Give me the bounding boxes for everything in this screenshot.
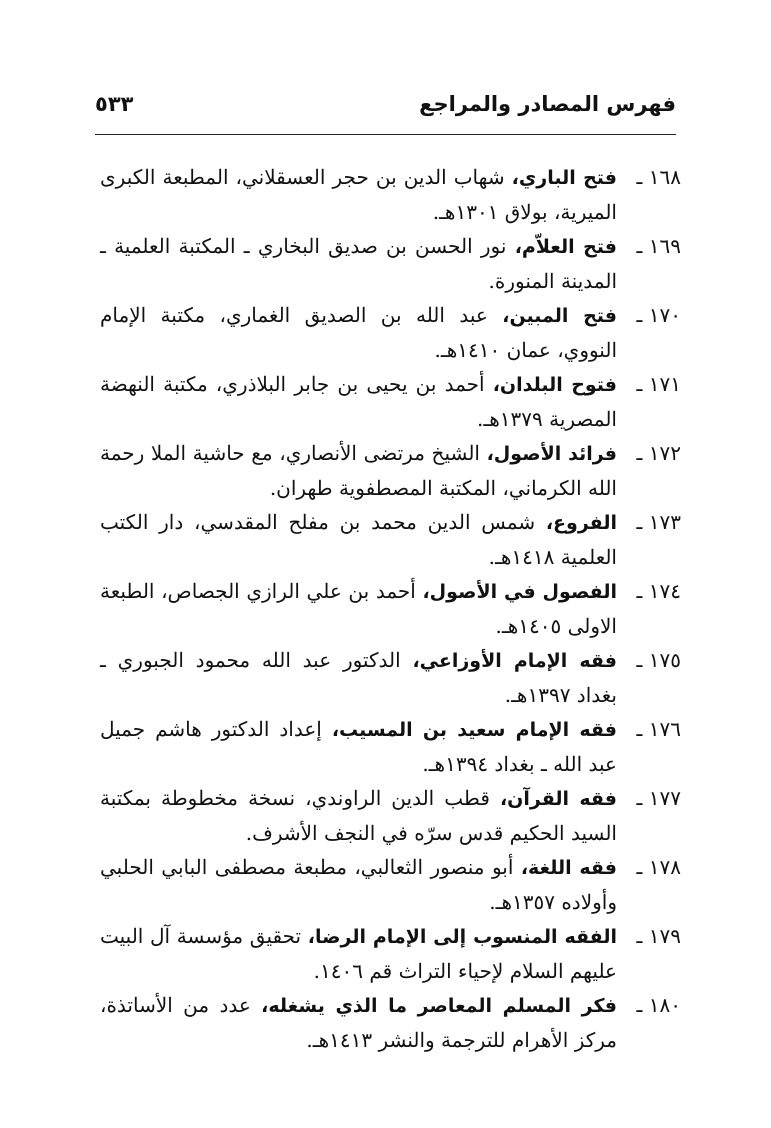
entry-body [100, 643, 617, 712]
bibliography-entry [100, 988, 681, 1057]
entry-text: شهاب الدين بن حجر العسقلاني، المطبعة الكبرى الميرية، بولاق ١٣٠١هـ. [100, 165, 617, 224]
bibliography-entry [100, 229, 681, 298]
entry-text: عدد من الأساتذة، مركز الأهرام للترجمة والنشر ١٤١٣هـ. [100, 993, 617, 1052]
entry-text: شمس الدين محمد بن مفلح المقدسي، دار الكتب العلمية ١٤١٨هـ. [100, 510, 617, 569]
bibliography-entry [100, 436, 681, 505]
entry-title: فكر المسلم المعاصر ما الذي يشغله، [261, 995, 617, 1017]
bibliography-entry [100, 850, 681, 919]
entry-title: الفقه المنسوب إلى الإمام الرضا، [307, 926, 617, 948]
entry-title: فرائد الأصول، [486, 443, 617, 465]
entry-body [100, 298, 617, 367]
entry-number: ١٦٨ ـ [636, 165, 681, 189]
entry-title: الفصول في الأصول، [422, 581, 617, 603]
bibliography-entry [100, 298, 681, 367]
entry-text: عبد الله بن الصديق الغماري، مكتبة الإمام النووي، عمان ١٤١٠هـ. [100, 303, 617, 362]
entry-number: ١٧٢ ـ [636, 441, 681, 465]
entry-number: ١٧٣ ـ [636, 510, 681, 534]
bibliography-entry [100, 781, 681, 850]
entry-number: ١٨٠ ـ [636, 993, 681, 1017]
entry-body [100, 712, 617, 781]
entry-number: ١٧٦ ـ [636, 717, 681, 741]
entry-title: فتوح البلدان، [492, 374, 617, 396]
entry-number: ١٧٠ ـ [636, 303, 681, 327]
bibliography-entry [100, 712, 681, 781]
entry-body [100, 229, 617, 298]
entry-number: ١٧٧ ـ [636, 786, 681, 810]
entry-title: فقه الإمام الأوزاعي، [412, 650, 617, 672]
entry-text: الدكتور عبد الله محمود الجبوري ـ بغداد ١٣٩٧هـ. [100, 648, 617, 707]
entry-title: فقه القرآن، [499, 788, 617, 810]
entry-text: قطب الدين الراوندي، نسخة مخطوطة بمكتبة السيد الحكيم قدس سرّه في النجف الأشرف. [100, 786, 617, 845]
entry-title: فقه الإمام سعيد بن المسيب، [331, 719, 617, 741]
header-rule [95, 134, 676, 135]
entry-body [100, 367, 617, 436]
bibliography-entry [100, 919, 681, 988]
entry-body [100, 781, 617, 850]
entry-number: ١٧٨ ـ [636, 855, 681, 879]
entry-title: فتح العلاّم، [514, 236, 617, 258]
entry-title: فتح الباري، [511, 167, 617, 189]
entry-body [100, 850, 617, 919]
entry-text: تحقيق مؤسسة آل البيت عليهم السلام لإحياء التراث قم ١٤٠٦. [100, 924, 617, 983]
bibliography-entry [100, 574, 681, 643]
entry-body [100, 505, 617, 574]
entry-number: ١٧١ ـ [636, 372, 681, 396]
entry-text: الشيخ مرتضى الأنصاري، مع حاشية الملا رحمة الله الكرماني، المكتبة المصطفوية طهران. [100, 441, 617, 500]
entry-text: إعداد الدكتور هاشم جميل عبد الله ـ بغداد ١٣٩٤هـ. [100, 717, 617, 776]
page-header [95, 88, 676, 128]
entry-text: نور الحسن بن صديق البخاري ـ المكتبة العلمية ـ المدينة المنورة. [100, 234, 617, 293]
entry-body [100, 988, 617, 1057]
bibliography-entry [100, 643, 681, 712]
entry-body [100, 160, 617, 229]
page-number: ٥٣٣ [95, 92, 134, 116]
entry-number: ١٦٩ ـ [636, 234, 681, 258]
bibliography-entry [100, 505, 681, 574]
entry-body [100, 436, 617, 505]
entry-title: فتح المبين، [502, 305, 617, 327]
entry-title: فقه اللغة، [520, 857, 617, 879]
bibliography-entry [100, 160, 681, 229]
entry-number: ١٧٩ ـ [636, 924, 681, 948]
running-title: فهرس المصادر والمراجع [419, 92, 676, 116]
entry-title: الفروع، [545, 512, 617, 534]
entry-text: أحمد بن علي الرازي الجصاص، الطبعة الاولى ١٤٠٥هـ. [100, 579, 617, 638]
bibliography-list [100, 160, 681, 1057]
entry-body [100, 574, 617, 643]
entry-text: أحمد بن يحيى بن جابر البلاذري، مكتبة النهضة المصرية ١٣٧٩هـ. [100, 372, 617, 431]
entry-number: ١٧٥ ـ [636, 648, 681, 672]
entry-text: أبو منصور الثعالبي، مطبعة مصطفى البابي الحلبي وأولاده ١٣٥٧هـ. [100, 855, 617, 914]
entry-body [100, 919, 617, 988]
entry-number: ١٧٤ ـ [636, 579, 681, 603]
bibliography-entry [100, 367, 681, 436]
